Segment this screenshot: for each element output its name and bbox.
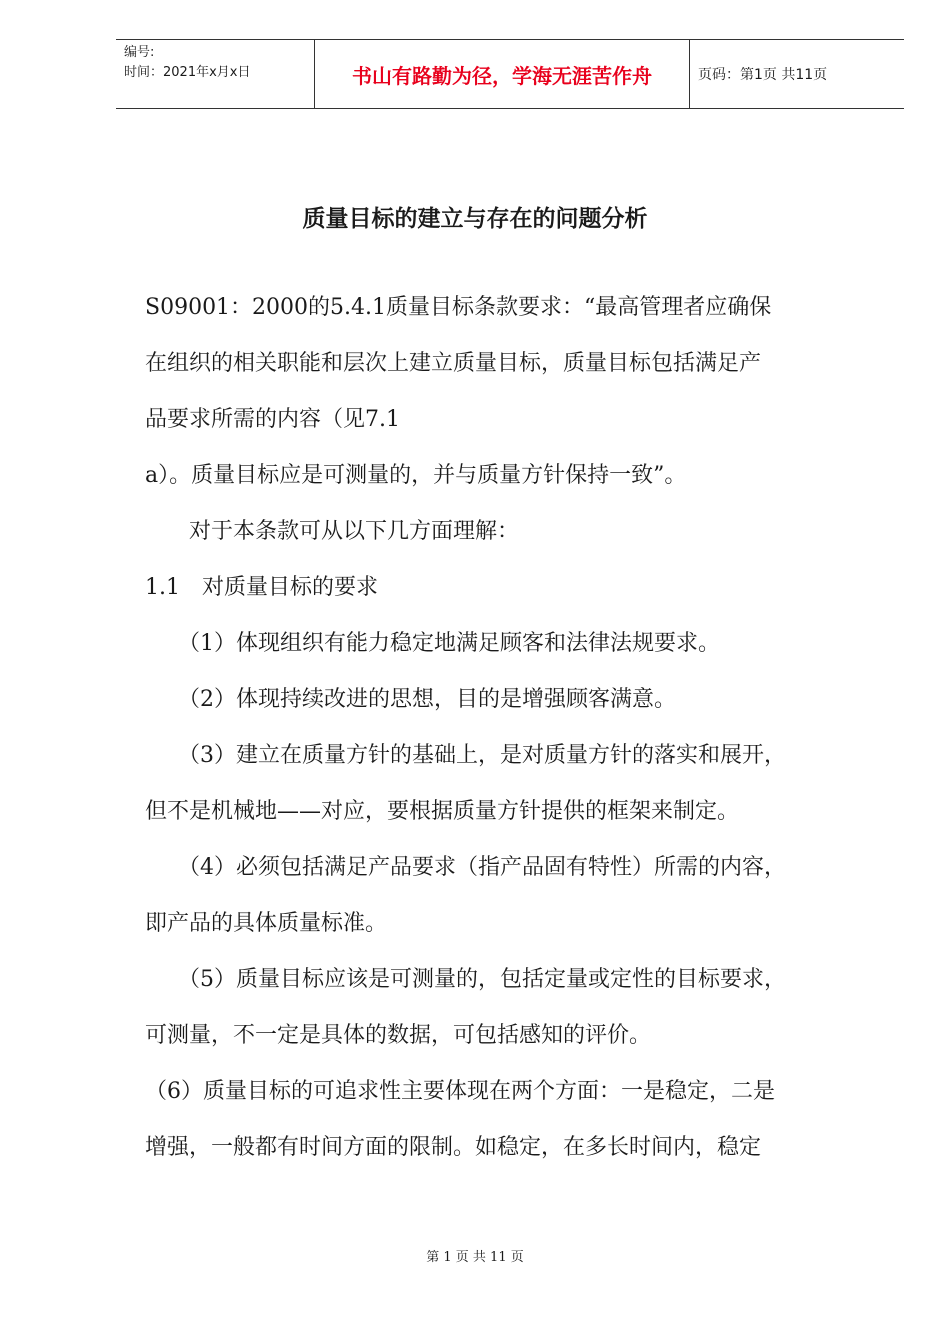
document-date: 时间：2021年x月x日 — [124, 65, 251, 80]
page-header — [116, 39, 904, 109]
body-line: （6）质量目标的可追求性主要体现在两个方面：一是稳定，二是 — [145, 1079, 775, 1104]
header-meta — [116, 40, 315, 108]
document-title: 质量目标的建立与存在的问题分析 — [302, 205, 648, 232]
body-line: a）。质量目标应是可测量的，并与质量方针保持一致”。 — [145, 463, 687, 488]
body-line: （4）必须包括满足产品要求（指产品固有特性）所需的内容， — [145, 855, 786, 880]
document-body — [145, 280, 905, 1176]
body-line: （2）体现持续改进的思想，目的是增强顾客满意。 — [145, 687, 676, 712]
body-line: 在组织的相关职能和层次上建立质量目标，质量目标包括满足产 — [145, 351, 762, 376]
header-motto: 书山有路勤为径，学海无涯苦作舟 — [315, 40, 690, 108]
body-line: （3）建立在质量方针的基础上，是对质量方针的落实和展开， — [145, 743, 786, 768]
page-footer: 第 1 页 共 11 页 — [426, 1250, 524, 1265]
body-line: （1）体现组织有能力稳定地满足顾客和法律法规要求。 — [145, 631, 720, 656]
body-line: （5）质量目标应该是可测量的，包括定量或定性的目标要求， — [145, 967, 786, 992]
body-line: 即产品的具体质量标准。 — [145, 911, 388, 936]
document-code-label: 编号: — [124, 45, 155, 60]
section-heading: 1.1 对质量目标的要求 — [145, 575, 378, 600]
body-line: 可测量，不一定是具体的数据，可包括感知的评价。 — [145, 1023, 652, 1048]
body-line: 品要求所需的内容（见7.1 — [145, 407, 400, 432]
body-line: 但不是机械地——对应，要根据质量方针提供的框架来制定。 — [145, 799, 740, 824]
header-page-info: 页码：第1页 共11页 — [698, 67, 828, 83]
body-line: 增强，一般都有时间方面的限制。如稳定，在多长时间内，稳定 — [145, 1135, 762, 1160]
body-line: 对于本条款可从以下几方面理解： — [145, 519, 520, 544]
body-line: S09001：2000的5.4.1质量目标条款要求：“最高管理者应确保 — [145, 295, 772, 320]
